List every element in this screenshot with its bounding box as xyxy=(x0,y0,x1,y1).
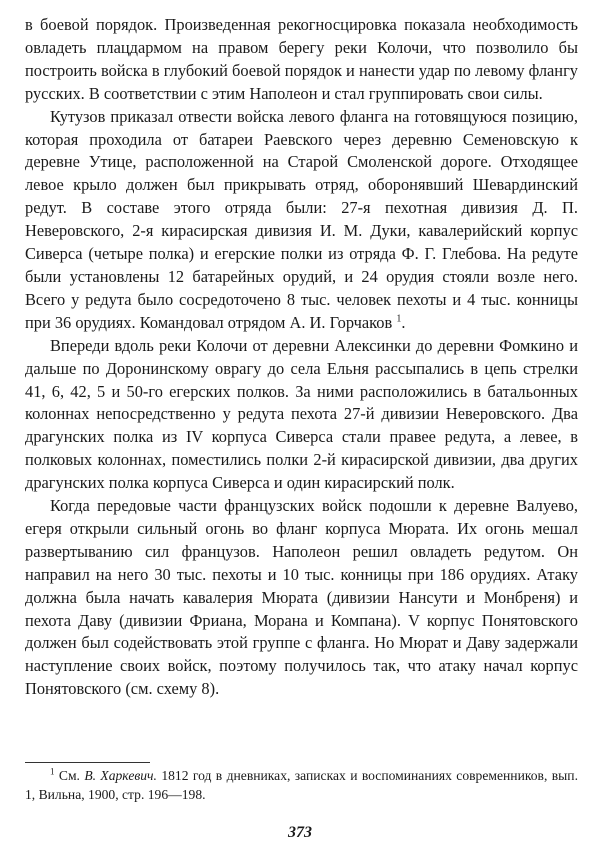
paragraph-4: Когда передовые части французских войск подошли к деревне Валуево, егеря открыли сильный огонь во фланг корпуса Мюрата. Их огонь мешал развертыванию сил французов. Наполеон решил овладеть редутом. Он направил на него 30 тыс. пехоты и 10 тыс. конницы при 186 орудиях. Атаку должна была начать кавалерия Мюрата (дивизии Нансути и Монбреня) и пехота Даву (дивизии Фриана, Морана и Компана). V корпус Понятовского должен был содействовать этой группе с фланга. Но Мюрат и Даву задержали наступление своих войск, поэтому получилось так, что атаку начал корпус Понятовского (см. схему 8). xyxy=(25,496,578,699)
footnote-reference[interactable]: 1 xyxy=(396,313,402,325)
footnote-prefix: См. xyxy=(58,768,80,783)
footnote-divider xyxy=(25,762,150,763)
page-number: 373 xyxy=(288,824,312,841)
paragraph-2: Кутузов приказал отвести войска левого фланга на готовящуюся позицию, которая проходила от батареи Раевского через деревню Семеновскую к деревне Утице, расположенной на Старой Смоленской дороге. Отходящее левое крыло должен был прикрывать отряд, оборонявший Шевардинский редут. В составе этого отряда были: 27-я пехотная дивизия Д. П. Неверовского, 2-я кирасирская дивизия И. М. Дуки, кавалерийский корпус Сиверса (четыре полка) и егерские полки из отряда Ф. Г. Глебова. На редуте были установлены 12 батарейных орудий, и 24 орудия стояли возле него. Всего у редута было сосредоточено 8 тыс. человек пехоты и 4 тыс. конницы при 36 орудиях. Командовал отрядом А. И. Горчаков $^1$. xyxy=(25,106,578,332)
footnote xyxy=(25,766,578,804)
paragraph-3: Впереди вдоль реки Колочи от деревни Алексинки до деревни Фомкино и дальше по Доронинскому оврагу до села Ельня рассыпались в цепь стрелки 41, 6, 42, 5 и 50-го егерских полков. За ними расположились в батальонных колоннах непосредственно у редута пехота 27-й дивизии Неверовского. Два драгунских полка из IV корпуса Сиверса стали правее редута, а левее, в полковых колоннах, поместились полки 2-й кирасирской дивизии, два других драгунских полка корпуса Сиверса и один кирасирский полк. xyxy=(25,335,578,493)
footnote-author: В. Харкевич. xyxy=(84,768,157,783)
footnote-text: 1812 год в дневниках, записках и воспоминаниях современников, вып. 1, Вильна, 1900, стр. 196—198. xyxy=(25,768,578,802)
page-body xyxy=(25,14,578,701)
paragraph-1: в боевой порядок. Произведенная рекогносцировка показала необходимость овладеть плацдармом на правом берегу реки Колочи, что позволило бы построить войска в глубокий боевой порядок и нанести удар по левому флангу русских. В соответствии с этим Наполеон и стал группировать свои силы. xyxy=(25,15,578,103)
footnote-mark: 1 xyxy=(50,766,55,777)
paragraph-2-text: Кутузов приказал отвести войска левого фланга на готовящуюся позицию, которая проходила от батареи Раевского через деревню Семеновскую к деревне Утице, расположенной на Старой Смоленской дороге. Отходящее левое крыло должен был прикрывать отряд, оборонявший Шевардинский редут. В составе этого отряда были: 27-я пехотная дивизия Д. П. Неверовского, 2-я кирасирская дивизия И. М. Дуки, кавалерийский корпус Сиверса (четыре полка) и егерские полки из отряда Ф. Г. Глебова. На редуте были установлены 12 батарейных орудий, и 24 орудия стояли возле него. Всего у редута было сосредоточено 8 тыс. человек пехоты и 4 тыс. конницы при 36 орудиях. Командовал отрядом А. И. Горчаков xyxy=(25,106,578,332)
